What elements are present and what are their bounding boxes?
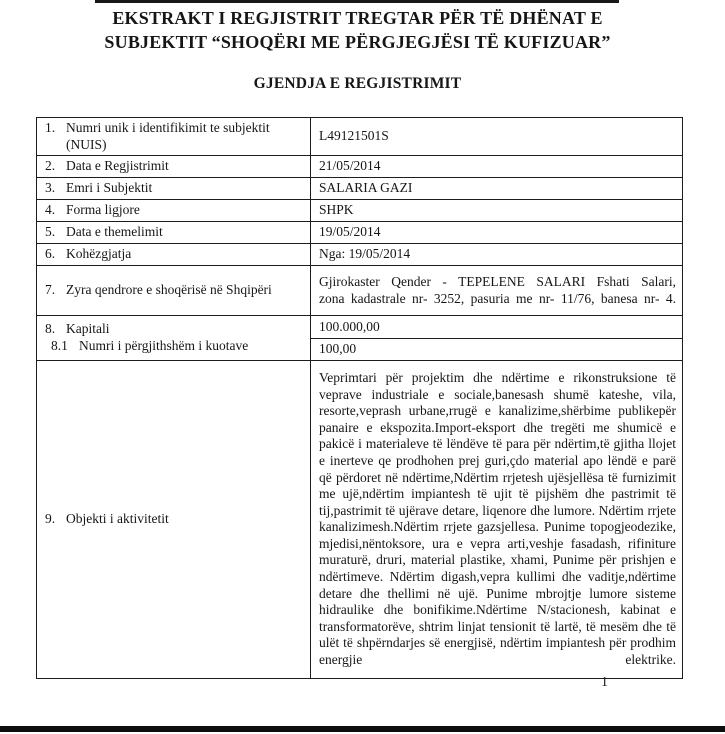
row-value: 100.000,00 [311,316,683,339]
row-label-cell [37,200,311,222]
row-label-cell [37,360,311,678]
row-sub-number: 8.1 [51,337,68,353]
row-label-cell [37,266,311,316]
row-value [311,266,683,316]
row-value: 19/05/2014 [311,222,683,244]
table-row-registration-date [37,156,683,178]
row-number: 7. [45,282,56,298]
row-number: 4. [45,202,56,218]
row-number: 2. [45,158,56,174]
row-label: Objekti i aktivitetit [66,510,169,526]
row-label: Emri i Subjektit [66,180,153,196]
row-value [311,360,683,678]
row-number: 1. [45,120,56,135]
row-number: 6. [45,246,56,262]
row-label: Kohëzgjatja [66,246,132,262]
address-line1: Gjirokaster Qender - TEPELENE SALARI Fshati Salari, [319,274,676,290]
row-label: Zyra qendrore e shoqërisë në Shqipëri [66,282,272,298]
document-subtitle: GJENDJA E REGJISTRIMIT [253,75,462,92]
row-label-cell [37,244,311,266]
table-row-activity [37,360,683,678]
row-label-cell [37,118,311,156]
table-row-head-office [37,266,683,316]
table-row-legal-form [37,200,683,222]
table-row-capital [37,316,683,339]
document-header [0,7,715,93]
scan-artifact-top [95,0,619,3]
row-value: SALARIA GAZI [311,178,683,200]
row-sub-label: Numri i përgjithshëm i kuotave [79,337,249,353]
row-number: 8. [45,321,56,337]
row-label: Data e Regjistrimit [66,158,169,174]
row-label: Forma ligjore [66,202,140,218]
table-row-nuis [37,118,683,156]
row-value: L49121501S [311,118,683,156]
scan-artifact-bottom [0,726,725,732]
activity-paragraph: Veprimtari për projektim dhe ndërtime e rikonstruksione të veprave industriale e sociale,banesash shumë kateshe, vila, resorte,veprash urbane,rrugë e kanalizime,shërbime publikepër panaire e ekspozita.Import-eksport dhe tregëti me shumicë e pakicë i materialeve të lëndëve të para për ndërtim,të gjitha llojet e inerteve qe prodhohen prej guri,çdo material apo lëndë e parë që përdoret në ndërtime,Ndërtim rrjetesh ujësjellësa të furnizimit me ujë,ndërtim impiantesh të ujit të pijshëm dhe pastrimit të tij,pastrimit të ujërave detare, liqenore dhe lumore. Ndërtim rrjete kanalizimesh.Ndërtim rrjete gazsjellesa. Punime topogjeodezike, mjedisi,nëntoksore, ura e vepra arti,veshje fasadash, rifiniture muraturë, druri, material plastike, xhami, Punime për prishjen e ndërtimeve. Ndërtim digash,vepra kullimi dhe vaditje,ndërtime detare dhe thellimi në ujë. Punime mbrojtje lumore sisteme hidraulike dhe bonifikime.Ndërtime N/stacionesh, kabinat e transformatorëve, shtrim linjat tensionit të lartë, të mesëm dhe të ulët të shpërndarjes së energjisë, ndërtim impiantesh për prodhim energjie elektrike. [319,369,676,668]
table-row-duration [37,244,683,266]
row-label: Numri unik i identifikimit te subjektit (NUIS) [66,120,270,152]
address-line2: zona kadastrale nr- 3252, pasuria me nr- 11/76, banesa nr- 4. [319,290,676,306]
row-label: Kapitali [66,321,110,337]
row-label: Data e themelimit [66,224,163,240]
row-label-cell [37,222,311,244]
row-number: 3. [45,180,56,196]
row-sub-value: 100,00 [311,339,683,361]
row-value: Nga: 19/05/2014 [311,244,683,266]
row-label-cell [37,156,311,178]
row-value: SHPK [311,200,683,222]
page-number: 1 [601,675,608,690]
row-number: 5. [45,224,56,240]
row-value: 21/05/2014 [311,156,683,178]
registry-table [36,117,683,679]
table-row-subject-name [37,178,683,200]
document-title-line1: EKSTRAKT I REGJISTRIT TREGTAR PËR TË DHËNAT E [112,8,603,28]
row-label-cell [37,316,311,361]
document-title-line2: SUBJEKTIT “SHOQËRI ME PËRGJEGJËSI TË KUFIZUAR” [104,31,611,52]
row-label-cell [37,178,311,200]
table-row-founding-date [37,222,683,244]
row-number: 9. [45,510,56,526]
